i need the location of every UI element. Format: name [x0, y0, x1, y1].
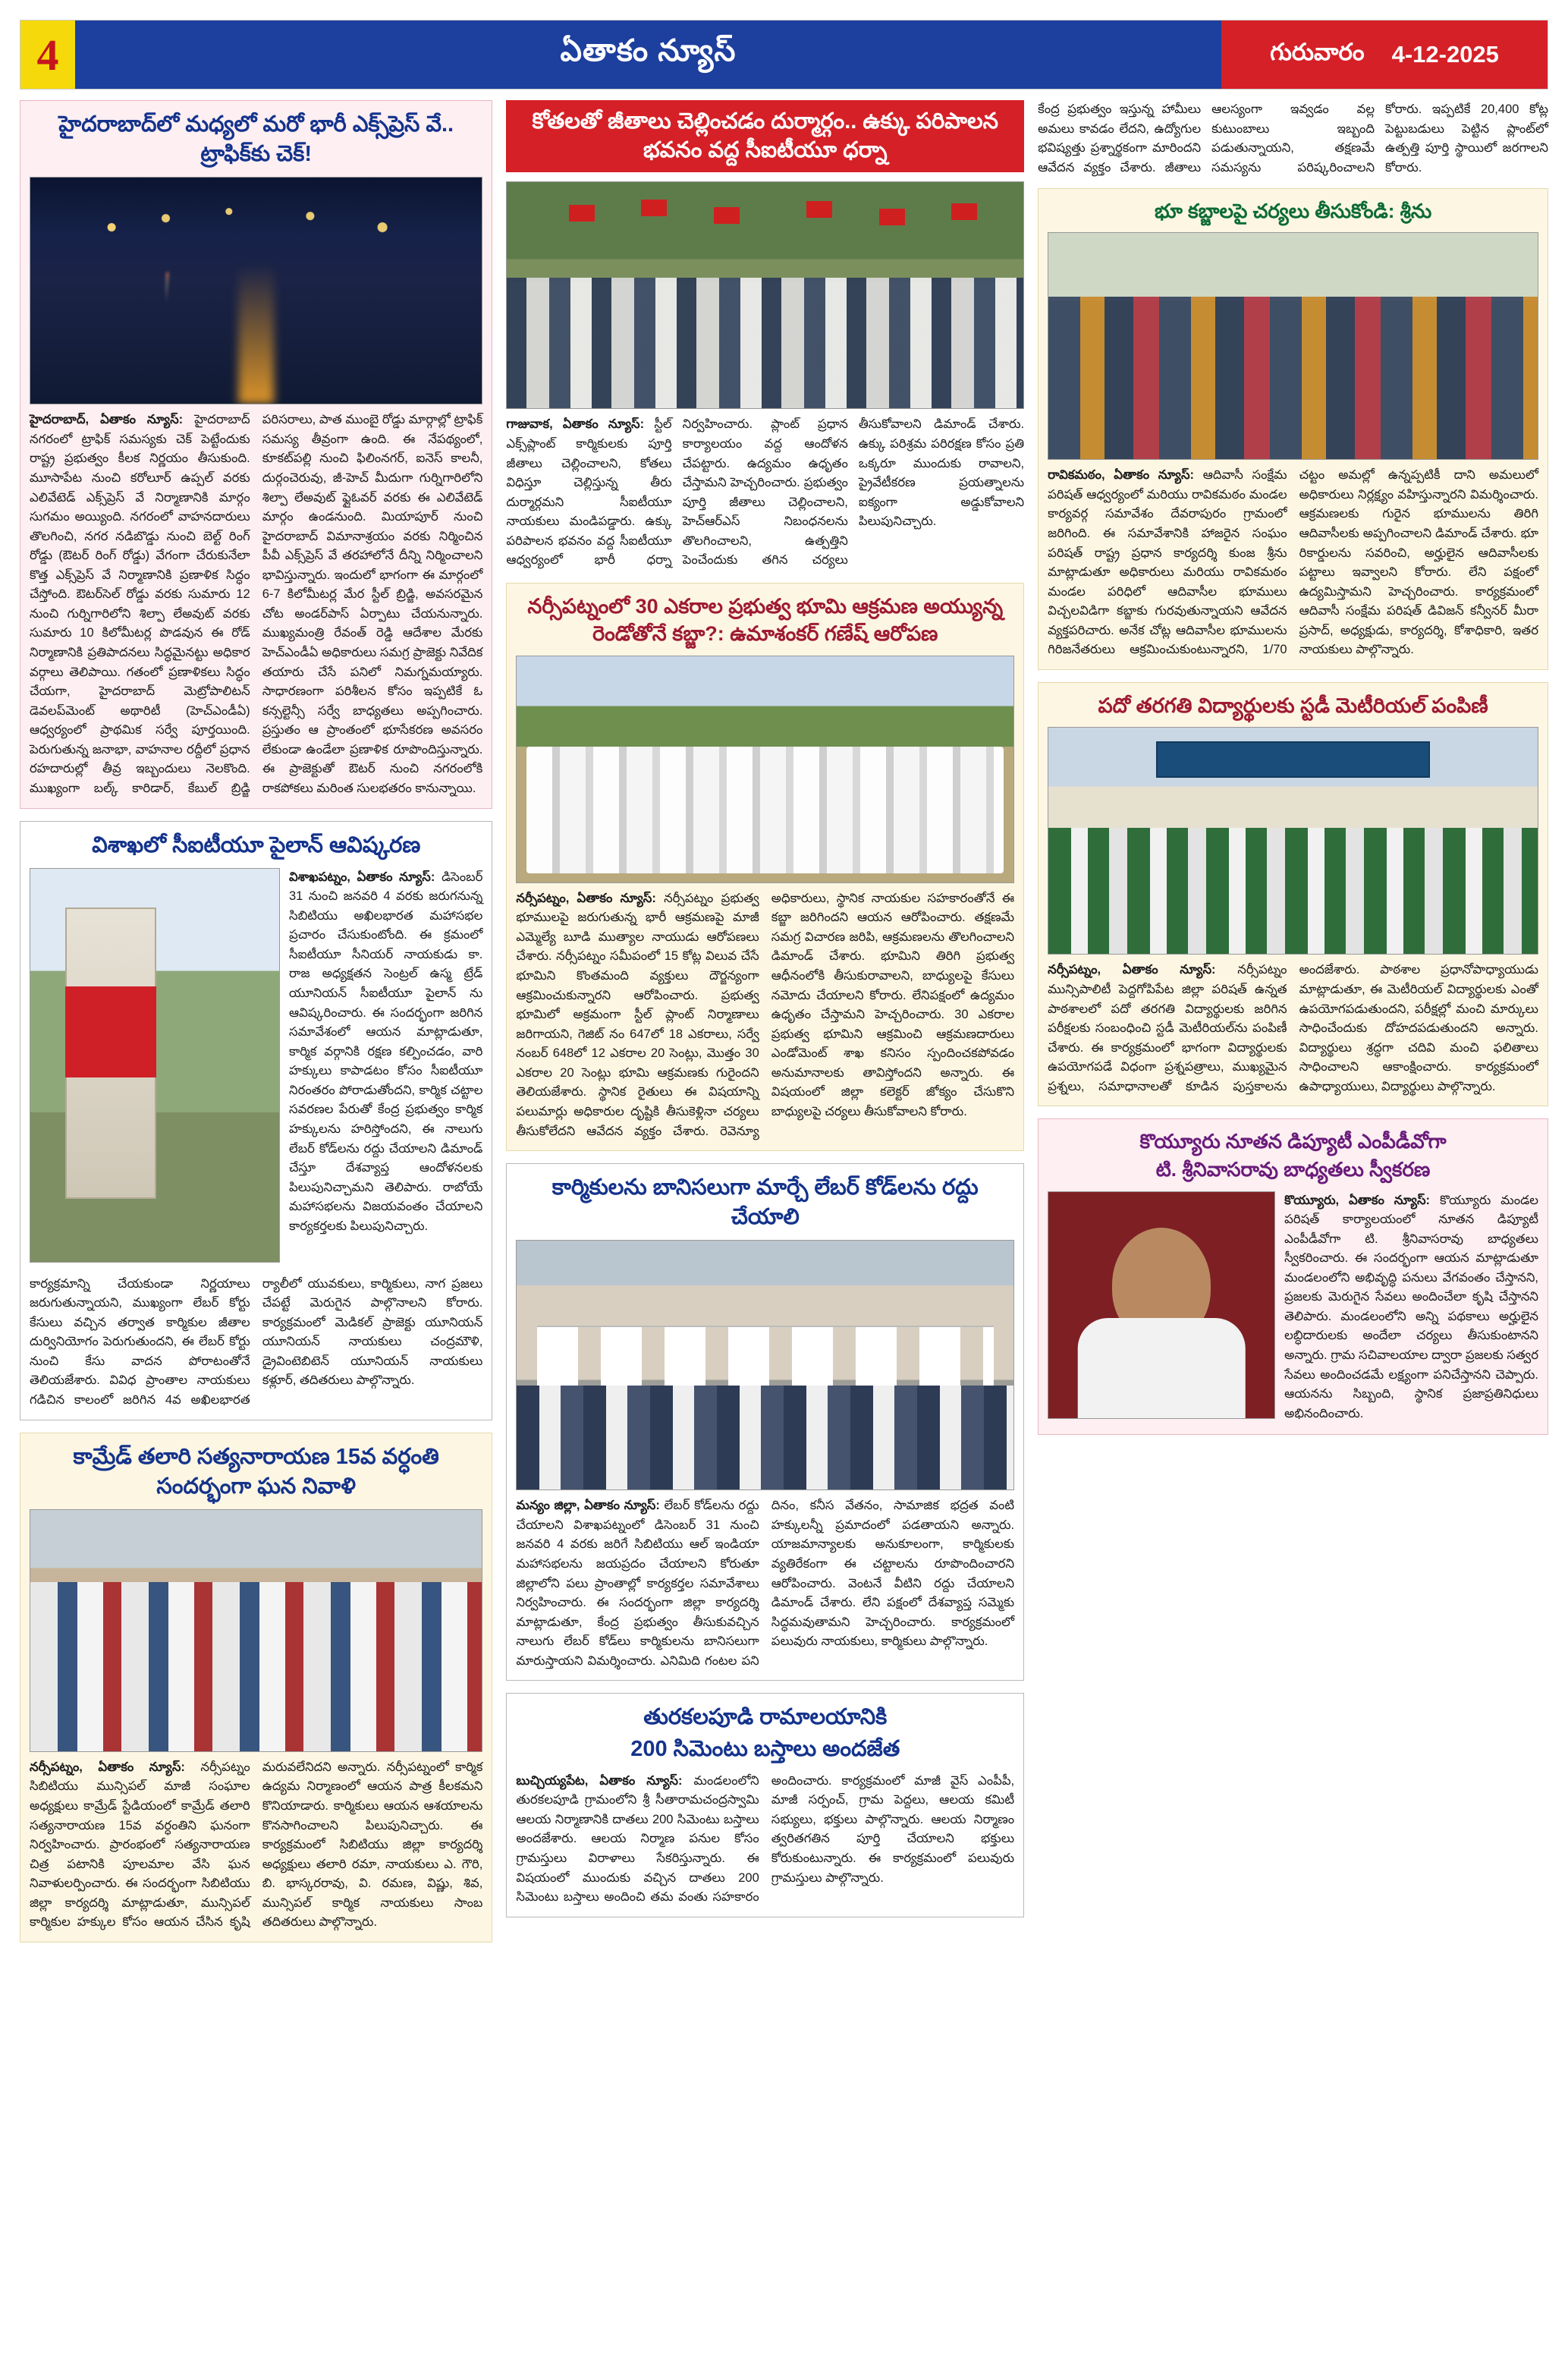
school-students-photo — [1048, 727, 1538, 955]
story-byline: కొయ్యూరు, ఏతాకం న్యూస్: — [1284, 1193, 1431, 1207]
story-banner-headline: కోతలతో జీతాలు చెల్లించడం దుర్మార్గం.. ఉక్కు పరిపాలన భవనం వద్ద సీఐటీయూ ధర్నా — [506, 100, 1024, 172]
story-text-col2: ప్రభుత్వం పూర్తి జీతాలు చెల్లించాలని, హెచ్‌ఆర్‌ఎస్ నిబంధనలను తొలగించాలని, ఉత్పత్తిని పెంచేందుకు తగిన చర్యలు తీసుకోవాలని డిమాండ్ చేశారు. ఉక్కు పరిశ్రమ పరిరక్షణ కోసం ప్రతి ఒక్కరూ ముందుకు రావాలని, ప్రైవేటీకరణ ప్రయత్నాలను ఐక్యంగా అడ్డుకోవాలని పిలుపునిచ్చారు. — [682, 417, 1025, 568]
story-text: మండలంలోని తురకలపూడి గ్రామంలోని శ్రీ సీతారామచంద్రస్వామి ఆలయ నిర్మాణానికి దాతలు 200 సిమెంటు బస్తాలు అందజేశారు. ఆలయ నిర్మాణ పనుల కోసం గ్రామస్తులు విరాళాలు సేకరిస్తున్నారు. ఈ విషయంలో ముందుకు వచ్చిన దాతలు 200 సిమెంటు బస్తాలు అందించి తమ వంతు సహకారం అందించారు. కార్యక్రమంలో మాజీ వైస్ ఎంపీపీ, మాజీ సర్పంచ్, గ్రామ పెద్దలు, ఆలయ కమిటీ సభ్యులు, భక్తులు పాల్గొన్నారు. ఆలయ నిర్మాణం త్వరితగతిన పూర్తి చేయాలని భక్తులు కోరుకుంటున్నారు. ఈ కార్యక్రమంలో పలువురు గ్రామస్తులు పాల్గొన్నారు. — [516, 1773, 1015, 1905]
story-body-continued: కార్యక్రమాన్ని చేయకుండా నిర్ణయాలు జరుగుతున్నాయని, ముఖ్యంగా లేబర్ కోర్టు కేసులు వచ్చిన తర్వాత కార్మికుల జీతాల దుర్వినియోగం పెరుగుతుందని, ఈ లేబర్ కోర్టు నుంచి కేసు వాదన పోరాటంతోనే తెలియజేశారు. వివిధ ప్రాంతాల నాయకులు గడిచిన కాలంలో జరిగిన 4వ అఖిలభారత ర్యాలీలో యువకులు, కార్మికులు, నాగ ప్రజలు చేపట్టే మెరుగైన పాల్గొనాలని కోరారు. కార్యక్రమంలో మెడికల్ ప్రాజెక్టు యూనియన్ యూనియన్ నాయకులు చంద్రమౌళి, డ్రైవింటెబిటెన్ యూనియన్ నాయకులు కళ్లూర్, తదితరులు పాల్గొన్నారు. — [30, 1276, 483, 1408]
students-group — [1048, 828, 1538, 955]
date-label: 4-12-2025 — [1391, 41, 1499, 68]
steel-plant-story-overflow: కేంద్ర ప్రభుత్వం ఇస్తున్న హామీలు అమలు కావడం లేదని, ఉద్యోగుల భవిష్యత్తు ప్రశ్నార్థకంగా మారిందని ఆవేదన వ్యక్తం చేశారు. జీతాలు ఆలస్యంగా ఇవ్వడం వల్ల కుటుంబాలు ఇబ్బంది పడుతున్నాయని, తక్షణమే సమస్యను పరిష్కరించాలని కోరారు. ఇప్పటికే 20,400 కోట్ల పెట్టుబడులు పెట్టిన ప్లాంట్‌లో ఉత్పత్తి పూర్తి స్థాయిలో జరగాలని కోరారు. — [1038, 102, 1548, 175]
story-headline: హైదరాబాద్‌లో మధ్యలో మరో భారీ ఎక్స్‌ప్రెస్ వే.. ట్రాఫిక్‌కు చెక్! — [58, 112, 454, 167]
night-highway-photo — [30, 177, 482, 404]
story-text: ఆదివాసీ సంక్షేమ పరిషత్ ఆధ్వర్యంలో మరియు రావికమఠం మండల కార్యవర్గ సమావేశం దేవరాపురం గ్రామంలో జరిగింది. ఈ సమావేశానికి హాజరైన సంఘం పరిషత్ రాష్ట్ర ప్రధాన కార్యదర్శి కుంజ శ్రీను మాట్లాడుతూ అధికారులు మరియు రావికమఠం మండల పరిధిలో ఆదివాసీల భూములు విచ్చలవిడిగా కబ్జాకు గురవుతున్నాయని ఆవేదన వ్యక్తపరిచారు. అనేక చోట్ల ఆదివాసీల భూములను గిరిజనేతరులు ఆక్రమించుకుంటున్నారని, 1/70 చట్టం అమల్లో ఉన్నప్పటికీ దాని అమలులో అధికారులు నిర్లక్ష్యం వహిస్తున్నారని విమర్శించారు. ఆక్రమణలకు గురైన భూములను తిరిగి ఆదివాసీలకు అప్పగించాలని డిమాండ్ చేశారు. భూ రికార్డులను సవరించి, అర్హులైన ఆదివాసీలకు పట్టాలు ఇవ్వాలని కోరారు. లేని పక్షంలో ఉద్యమిస్తామని హెచ్చరించారు. కార్యక్రమంలో ఆదివాసీ సంక్షేమ పరిషత్ డివిజన్ కన్వీనర్ మీరా ప్రసాద్, అధ్యక్షుడు, కార్యదర్శి, కోశాధికారి, ఇతర నాయకులు పాల్గొన్నారు. — [1048, 468, 1538, 657]
story-body — [1284, 1191, 1538, 1425]
story-byline: హైదరాబాద్, ఏతాకం న్యూస్: — [30, 413, 184, 427]
story-headline-line2: 200 సిమెంటు బస్తాలు అందజేత — [630, 1736, 900, 1761]
story-text: హైదరాబాద్ నగరంలో ట్రాఫిక్ సమస్యకు చెక్ పెట్టేందుకు రాష్ట్ర ప్రభుత్వం కీలక నిర్ణయం తీసుకుంది. మూసాపేట నుంచి కరోలూర్ ఉప్పల్ వరకు ఎలివేటెడ్ ఎక్స్‌ప్రెస్ వే నిర్మాణానికి మార్గం సుగమం అయ్యింది. నగరంలో వాహనదారులు తొలగించి, నగర నడిబొడ్డు నుంచి బెల్ట్ రింగ్ రోడ్డు (ఔటర్ రింగ్ రోడ్డు) వేగంగా చేరుకునేలా కొత్త ఎక్స్‌ప్రెస్ వే నిర్మాణానికి ప్రణాళిక సిద్ధం చేస్తోంది. ఔటర్‌సెల్ రోడ్డు వరకు సుమారు 12 నుంచి గుర్నిగారిలోని శిల్పా లేఅవుట్ వరకు సుమారు 10 కిలోమీటర్ల పొడవున ఈ రోడ్ నిర్మాణానికి ప్రతిపాదనలు సిద్ధమైనట్టు అధికార వర్గాలు తెలిపాయి. గతంలో ప్రణాళికలు సిద్ధం చేయగా, హైదరాబాద్ మెట్రోపాలిటన్ డెవలప్‌మెంట్ అథారిటీ (హెచ్‌ఎండీఏ) ఆధ్వర్యంలో ప్రాథమిక సర్వే పూర్తయింది. పెరుగుతున్న జనాభా, వాహనాల రద్దీలో ప్రధాన రహదారుల్లో తీవ్ర ఇబ్బందులు నెలకొంది. ముఖ్యంగా బల్క్ కారిడార్, కేబుల్ బ్రిడ్జి పరిసరాలు, పాత ముంబై రోడ్డు మార్గాల్లో ట్రాఫిక్ సమస్య తీవ్రంగా ఉంది. ఈ నేపథ్యంలో, కూకట్‌పల్లి నుంచి ఫిలింనగర్, ఐనెస్ కాలనీ, దుర్గంచెరువు, జీ-హెచ్ మీదుగా గుర్నిగారిలోని శిల్పా లేఅవుట్ ఫ్లైఓవర్ వరకు ఈ ఎలివేటెడ్ మార్గం ఉండనుంది. మియాపూర్ నుంచి హైదరాబాద్ విమానాశ్రయం వరకు నిర్మించిన పీవీ ఎక్స్‌ప్రెస్ వే తరహాలోనే దీన్ని నిర్మించాలని భావిస్తున్నారు. ఇందులో భాగంగా ఈ మార్గంలో 6-7 కిలోమీటర్ల మేర స్టీల్ బ్రిడ్జి, అవసరమైన చోట అండర్‌పాస్ ఏర్పాటు చేయనున్నారు. ముఖ్యమంత్రి రేవంత్ రెడ్డి ఆదేశాల మేరకు హెచ్‌ఎండీఏ అధికారులు సమగ్ర ప్రాజెక్టు నివేదిక తయారు చేసే పనిలో నిమగ్నమయ్యారు. సాధారణంగా పరిశీలన కోసం ఇప్పటికే ఓ కన్సల్టెన్సీ సర్వే బాధ్యతలు అప్పగించారు. ప్రస్తుతం ఆ ప్రాంతంలో భూసేకరణ అవసరం లేకుండా ఉండేలా ప్రణాళిక రూపొందిస్తున్నారు. ఈ ప్రాజెక్టుతో ఔటర్ నుంచి నగరంలోకి రాకపోకలు మరింత సులభతరం కానున్నాయి. — [30, 413, 483, 795]
protest-crowd — [507, 278, 1023, 409]
story-body — [30, 411, 482, 798]
story-body — [30, 1758, 482, 1933]
story-study-material — [1038, 682, 1548, 1106]
middle-column — [506, 100, 1024, 1955]
inspection-group — [526, 747, 1004, 873]
story-steel-plant-protest — [506, 100, 1024, 571]
story-body — [1048, 466, 1538, 660]
story-byline: నర్సీపట్నం, ఏతాకం న్యూస్: — [516, 891, 656, 905]
story-text: నర్సీపట్నం సిబిటియు మున్సిపల్ మాజీ సంఘాల అధ్యక్షులు కామ్రేడ్ స్టేడియంలో కామ్రేడ్ తలారి సత్యనారాయణ 15వ వర్ధంతిని ఘనంగా నిర్వహించారు. ప్రారంభంలో సత్యనారాయణ చిత్ర పటానికి పూలమాల వేసి ఘన నివాళులర్పించారు. ఈ సందర్భంగా సిబిటియు జిల్లా కార్యదర్శి మాట్లాడుతూ, మున్సిపల్ కార్మికుల హక్కుల కోసం ఆయన చేసిన కృషి మరువలేనిదని అన్నారు. నర్సీపట్నంలో కార్మిక ఉద్యమ నిర్మాణంలో ఆయన పాత్ర కీలకమని కొనియాడారు. కార్మికులు ఆయన ఆశయాలను కొనసాగించాలని పిలుపునిచ్చారు. ఈ కార్యక్రమంలో సిబిటియు జిల్లా కార్యదర్శి అధ్యక్షులు తలారి రమా, నాయకులు ఎ. గౌరి, బి. భాస్కరరావు, వి. రమణ, విష్ణు, శివ, మున్సిపల్ కార్మిక నాయకులు సాంబ తదితరులు పాల్గొన్నారు. — [30, 1760, 483, 1930]
red-flags — [507, 196, 1023, 286]
crowd-figures — [30, 1582, 482, 1751]
day-label: గురువారం — [1270, 38, 1365, 65]
story-byline: గాజువాక, ఏతాకం న్యూస్: — [506, 417, 645, 432]
page-number: 4 — [20, 20, 75, 89]
land-inspection-photo — [516, 656, 1014, 883]
story-body — [516, 1772, 1014, 1908]
story-land-grab-action — [1038, 188, 1548, 670]
labour-code-protest-photo — [516, 1240, 1014, 1490]
story-citu-pylon — [20, 821, 492, 1420]
officer-shirt — [1078, 1318, 1246, 1417]
pylon-red-panel — [65, 986, 156, 1077]
story-text: నర్సీపట్నం మున్సిపాలిటీ పెద్దగోపిపేట జిల్లా పరిషత్ ఉన్నత పాఠశాలలో పదో తరగతి విద్యార్థులకు జరిగిన పరీక్షలకు సంబంధించి స్టడీ మెటీరియల్‌ను పంపిణీ చేశారు. ఈ కార్యక్రమంలో భాగంగా విద్యార్థులకు ఉపయోగపడే విధంగా ప్రశ్నపత్రాలు, ముఖ్యమైన ప్రశ్నలు, సమాధానాలతో కూడిన పుస్తకాలను అందజేశారు. పాఠశాల ప్రధానోపాధ్యాయుడు మాట్లాడుతూ, ఈ మెటీరియల్ విద్యార్థులకు ఎంతో ఉపయోగపడుతుందని, పరీక్షల్లో మంచి మార్కులు సాధించేందుకు దోహదపడుతుందని అన్నారు. విద్యార్థులు శ్రద్ధగా చదివి మంచి ఫలితాలు సాధించాలని ఆకాంక్షించారు. కార్యక్రమంలో ఉపాధ్యాయులు, విద్యార్థులు పాల్గొన్నారు. — [1048, 963, 1538, 1093]
right-column — [1038, 100, 1548, 1955]
story-body — [506, 415, 1024, 571]
story-headline-line1: తురకలపూడి రామాలయానికి — [643, 1705, 888, 1730]
story-body — [516, 889, 1014, 1141]
story-headline: భూ కబ్జాలపై చర్యలు తీసుకోండి: శ్రీను — [1154, 200, 1432, 223]
newspaper-title: ఏతాకం న్యూస్ — [75, 20, 1221, 89]
story-byline: నర్సీపట్నం, ఏతాకం న్యూస్: — [30, 1760, 185, 1774]
story-headline: విశాఖలో సీఐటీయూ పైలాన్ ఆవిష్కరణ — [92, 832, 421, 857]
story-headline: పదో తరగతి విద్యార్థులకు స్టడీ మెటీరియల్ పంపిణీ — [1098, 694, 1488, 717]
masthead-date — [1221, 20, 1548, 89]
story-headline: నర్సీపట్నంలో 30 ఎకరాల ప్రభుత్వ భూమి ఆక్రమణ అయ్యున్న రెండోతోనే కబ్జా?: ఉమాశంకర్ గణేష్ ఆరోపణ — [527, 594, 1004, 646]
story-text: డిసెంబర్ 31 నుంచి జనవరి 4 వరకు జరుగనున్న సిబిటియు అఖిలభారత మహాసభల ప్రచారం చేసుకుంటోంది. ఈ క్రమంలో సీఐటీయూ సీనియర్ నాయకుడు కా. రాజ అధ్యక్షతన సెంట్రల్ ఉస్మ ట్రేడ్ యూనియన్ సీఐటీయూ పైలాన్ ను ఆవిష్కరించారు. ఈ సందర్భంగా జరిగిన సమావేశంలో ఆయన మాట్లాడుతూ, కార్మిక వర్గానికి రక్షణ కల్పించడం, వారి హక్కులు కాపాడటం కోసం సీఐటీయూ నిరంతరం పోరాడుతోందని, కార్మిక చట్టాల సవరణల పేరుతో కేంద్ర ప్రభుత్వం కార్మిక హక్కులను హరిస్తోందని, ఈ నాలుగు లేబర్ కోడ్‌లను రద్దు చేయాలని డిమాండ్ చేస్తూ దేశవ్యాప్త ఆందోళనలకు పిలుపునిచ్చామని తెలిపారు. రాబోయే మహాసభలను విజయవంతం చేయాలని కార్యకర్తలకు పిలుపునిచ్చారు. — [289, 870, 483, 1233]
delegation-members — [1048, 297, 1538, 460]
story-labour-codes — [506, 1163, 1024, 1681]
story-byline: బుచ్చియ్యపేట, ఏతాకం న్యూస్: — [516, 1773, 683, 1788]
story-text-col1: స్టీల్ ఎక్స్‌ప్లాంట్ కార్మికులకు పూర్తి జీతాలు చెల్లించాలని, కోతలు విధిస్తూ చెల్లిస్తున్న తీరు దుర్మార్గమని సీఐటీయూ నాయకులు మండిపడ్డారు. ఉక్కు పరిపాలన భవనం వద్ద సీఐటీయూ ఆధ్వర్యంలో భారీ ధర్నా నిర్వహించారు. ప్లాంట్ ప్రధాన కార్యాలయం వద్ద ఆందోళన చేపట్టారు. ఉద్యమం ఉధృతం చేస్తామని హెచ్చరించారు. — [506, 417, 848, 568]
story-byline: రావికమఠం, ఏతాకం న్యూస్: — [1048, 468, 1195, 483]
story-headline: కార్మికులను బానిసలుగా మార్చే లేబర్ కోడ్‌లను రద్దు చేయాలి — [551, 1175, 979, 1230]
story-text: నర్సీపట్నం ప్రభుత్వ భూములపై జరుగుతున్న భారీ ఆక్రమణపై మాజీ ఎమ్మెల్యే బూడి ముత్యాల నాయుడు ఆరోపణలు చేశారు. నర్సీపట్నం సమీపంలో 15 కోట్ల విలువ చేసే భూమిని కొంతమంది వ్యక్తులు దౌర్జన్యంగా ఆక్రమించుకున్నారని ఆరోపించారు. ప్రభుత్వ భూమిలో అక్రమంగా స్టీల్ ప్లాంట్ నిర్మాణాలు జరిగాయని, గెజిట్ నం 647లో 18 ఎకరాలు, సర్వే నంబర్ 648లో 12 ఎకరాల 20 సెంట్లు, మొత్తం 30 ఎకరాల 20 సెంట్లు భూమి ఆక్రమణకు గురైందని తెలియజేశారు. స్థానిక రైతులు ఈ విషయాన్ని పలుమార్లు అధికారుల దృష్టికి తీసుకెళ్లినా చర్యలు తీసుకోలేదని ఆవేదన వ్యక్తం చేశారు. రెవెన్యూ అధికారులు, స్థానిక నాయకుల సహకారంతోనే ఈ కబ్జా జరిగిందని ఆయన ఆరోపించారు. తక్షణమే సమగ్ర విచారణ జరిపి, ఆక్రమణలను తొలగించాలని డిమాండ్ చేశారు. భూమిని తిరిగి ప్రభుత్వ ఆధీనంలోకి తీసుకురావాలని, బాధ్యులపై కేసులు నమోదు చేయాలని కోరారు. లేనిపక్షంలో ఉద్యమం ఉధృతం చేస్తామని హెచ్చరించారు. 30 ఎకరాల ప్రభుత్వ భూమిని ఆక్రమించి ఆక్రమణదారులు ఎండోమెంట్ శాఖ కనిసం స్పందించకపోవడం అనుమానాలకు తావిస్తోందని అన్నారు. ఈ విషయంలో జిల్లా కలెక్టర్ జోక్యం చేసుకొని బాధ్యులపై చర్యలు తీసుకోవాలని కోరారు. — [516, 891, 1015, 1138]
story-new-deputy-mpdo — [1038, 1118, 1548, 1434]
story-body — [289, 868, 482, 1269]
story-text: కొయ్యూరు మండల పరిషత్ కార్యాలయంలో నూతన డిప్యూటీ ఎంపీడీవోగా టి. శ్రీనివాసరావు బాధ్యతలు స్వీకరించారు. ఈ సందర్భంగా ఆయన మాట్లాడుతూ మండలంలోని అభివృద్ధి పనులు వేగవంతం చేస్తానని, ప్రజలకు మెరుగైన సేవలు అందించేలా కృషి చేస్తానని తెలిపారు. మండలంలోని అన్ని పథకాలు అర్హులైన లబ్ధిదారులకు అందేలా చర్యలు తీసుకుంటానని అన్నారు. గ్రామ సచివాలయాల ద్వారా ప్రజలకు సత్వర సేవలు అందించడమే లక్ష్యంగా పనిచేస్తానని చెప్పారు. ఆయనను సిబ్బంది, స్థానిక ప్రజాప్రతినిధులు అభినందించారు. — [1284, 1193, 1538, 1420]
masthead — [20, 20, 1548, 90]
story-body — [1048, 961, 1538, 1096]
story-headline: కామ్రేడ్ తలారి సత్యనారాయణ 15వ వర్ధంతి సందర్భంగా ఘన నివాళి — [73, 1444, 439, 1499]
left-column — [20, 100, 492, 1955]
protest-crowd — [517, 1386, 1013, 1490]
story-land-encroachment — [506, 583, 1024, 1151]
story-headline-line1: కొయ్యూరు నూతన డిప్యూటీ ఎంపీడీవోగా — [1139, 1130, 1447, 1153]
story-temple-cement — [506, 1693, 1024, 1917]
protest-placards — [537, 1326, 994, 1386]
story-text: లేబర్ కోడ్‌లను రద్దు చేయాలని విశాఖపట్నంలో డిసెంబర్ 31 నుంచి జనవరి 4 వరకు జరిగే సిబిటియు ఆల్ ఇండియా మహాసభలను జయప్రదం చేయాలని కోరుతూ జిల్లాలోని పలు ప్రాంతాల్లో కార్యకర్తల సమావేశాలు నిర్వహించారు. ఈ సందర్భంగా జిల్లా కార్యదర్శి మాట్లాడుతూ, కేంద్ర ప్రభుత్వం తీసుకువచ్చిన నాలుగు లేబర్ కోడ్‌లు కార్మికులను బానిసలుగా మారుస్తాయని విమర్శించారు. ఎనిమిది గంటల పని దినం, కనీస వేతనం, సామాజిక భద్రత వంటి హక్కులన్నీ ప్రమాదంలో పడతాయని అన్నారు. యాజమాన్యాలకు అనుకూలంగా, కార్మికులకు వ్యతిరేకంగా ఈ చట్టాలను రూపొందించారని ఆరోపించారు. వెంటనే వీటిని రద్దు చేయాలని డిమాండ్ చేశారు. లేని పక్షంలో దేశవ్యాప్త సమ్మెకు సిద్ధమవుతామని హెచ్చరించారు. కార్యక్రమంలో పలువురు నాయకులు, కార్మికులు పాల్గొన్నారు. — [516, 1499, 1015, 1668]
citu-pylon-photo — [30, 868, 280, 1263]
story-headline-line2: టి. శ్రీనివాసరావు బాధ్యతలు స్వీకరణ — [1155, 1158, 1431, 1181]
page-content — [20, 100, 1548, 1955]
citu-protest-photo — [506, 181, 1024, 409]
tribal-delegation-photo — [1048, 232, 1538, 460]
school-name-board — [1156, 741, 1430, 778]
story-byline: నర్సీపట్నం, ఏతాకం న్యూస్: — [1048, 963, 1216, 977]
memorial-rally-photo — [30, 1509, 482, 1752]
story-byline: విశాఖపట్నం, ఏతాకం న్యూస్: — [289, 870, 435, 884]
story-comrade-memorial — [20, 1433, 492, 1942]
story-body — [516, 1496, 1014, 1671]
officer-portrait-photo — [1048, 1191, 1275, 1419]
story-byline: మన్యం జిల్లా, ఏతాకం న్యూస్: — [516, 1499, 660, 1513]
story-hyderabad-expressway — [20, 100, 492, 809]
